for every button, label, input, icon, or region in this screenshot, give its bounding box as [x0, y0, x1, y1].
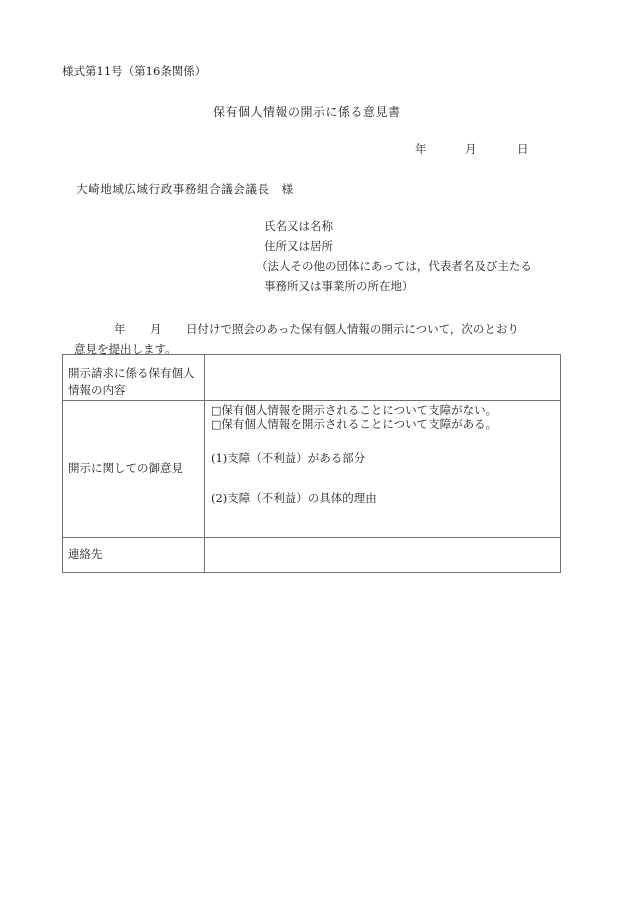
applicant-name-label: 氏名又は名称 [264, 219, 333, 233]
table-row-contact [63, 538, 561, 573]
addressee-name: 大崎地域広域行政事務組合議会議長 [76, 182, 270, 196]
intro-text-line2: 意見を提出します。 [74, 342, 177, 356]
addressee-honorific: 様 [281, 182, 294, 196]
checkbox-objection[interactable]: □ [211, 418, 222, 431]
date-month-label: 月 [465, 142, 477, 156]
intro-year-label: 年 [114, 322, 126, 336]
contact-label-cell [63, 538, 205, 573]
opinion-input-cell[interactable] [205, 401, 561, 538]
applicant-address-label: 住所又は居所 [264, 239, 333, 253]
requested-info-label-cell [63, 355, 205, 401]
date-year-label: 年 [415, 142, 427, 156]
intro-month-label: 月 [150, 322, 162, 336]
objection-part-label: (1)支障（不利益）がある部分 [211, 451, 366, 465]
table-row-opinion [63, 401, 561, 538]
option-objection-text: 保有個人情報を開示されることについて支障がある。 [221, 417, 498, 431]
applicant-note-line1: （法人その他の団体にあっては，代表者名及び主たる [256, 259, 532, 273]
intro-text-line1: 日付けで照会のあった保有個人情報の開示について，次のとおり [186, 322, 519, 336]
option-objection[interactable] [211, 417, 560, 431]
requested-info-label: 開示請求に係る保有個人情報の内容 [68, 366, 195, 397]
opinion-label-cell [63, 401, 205, 538]
document-title: 保有個人情報の開示に係る意見書 [213, 105, 401, 119]
objection-reason-label: (2)支障（不利益）の具体的理由 [211, 491, 377, 505]
applicant-block [256, 221, 532, 301]
date-day-label: 日 [517, 142, 529, 156]
opinion-label: 開示に関しての御意見 [68, 461, 183, 476]
table-row-requested-info [63, 355, 561, 401]
requested-info-input[interactable] [205, 355, 561, 401]
option-no-objection[interactable] [211, 403, 560, 417]
applicant-note-line2: 事務所又は事業所の所在地） [264, 279, 414, 293]
contact-label: 連絡先 [68, 547, 103, 562]
option-no-objection-text: 保有個人情報を開示されることについて支障がない。 [221, 403, 498, 417]
opinion-table [62, 354, 561, 573]
checkbox-no-objection[interactable]: □ [211, 404, 222, 417]
form-number: 様式第11号（第16条関係） [62, 64, 207, 78]
contact-input[interactable] [205, 538, 561, 573]
addressee [76, 184, 294, 196]
date-line [415, 144, 529, 156]
intro-paragraph [62, 319, 562, 359]
